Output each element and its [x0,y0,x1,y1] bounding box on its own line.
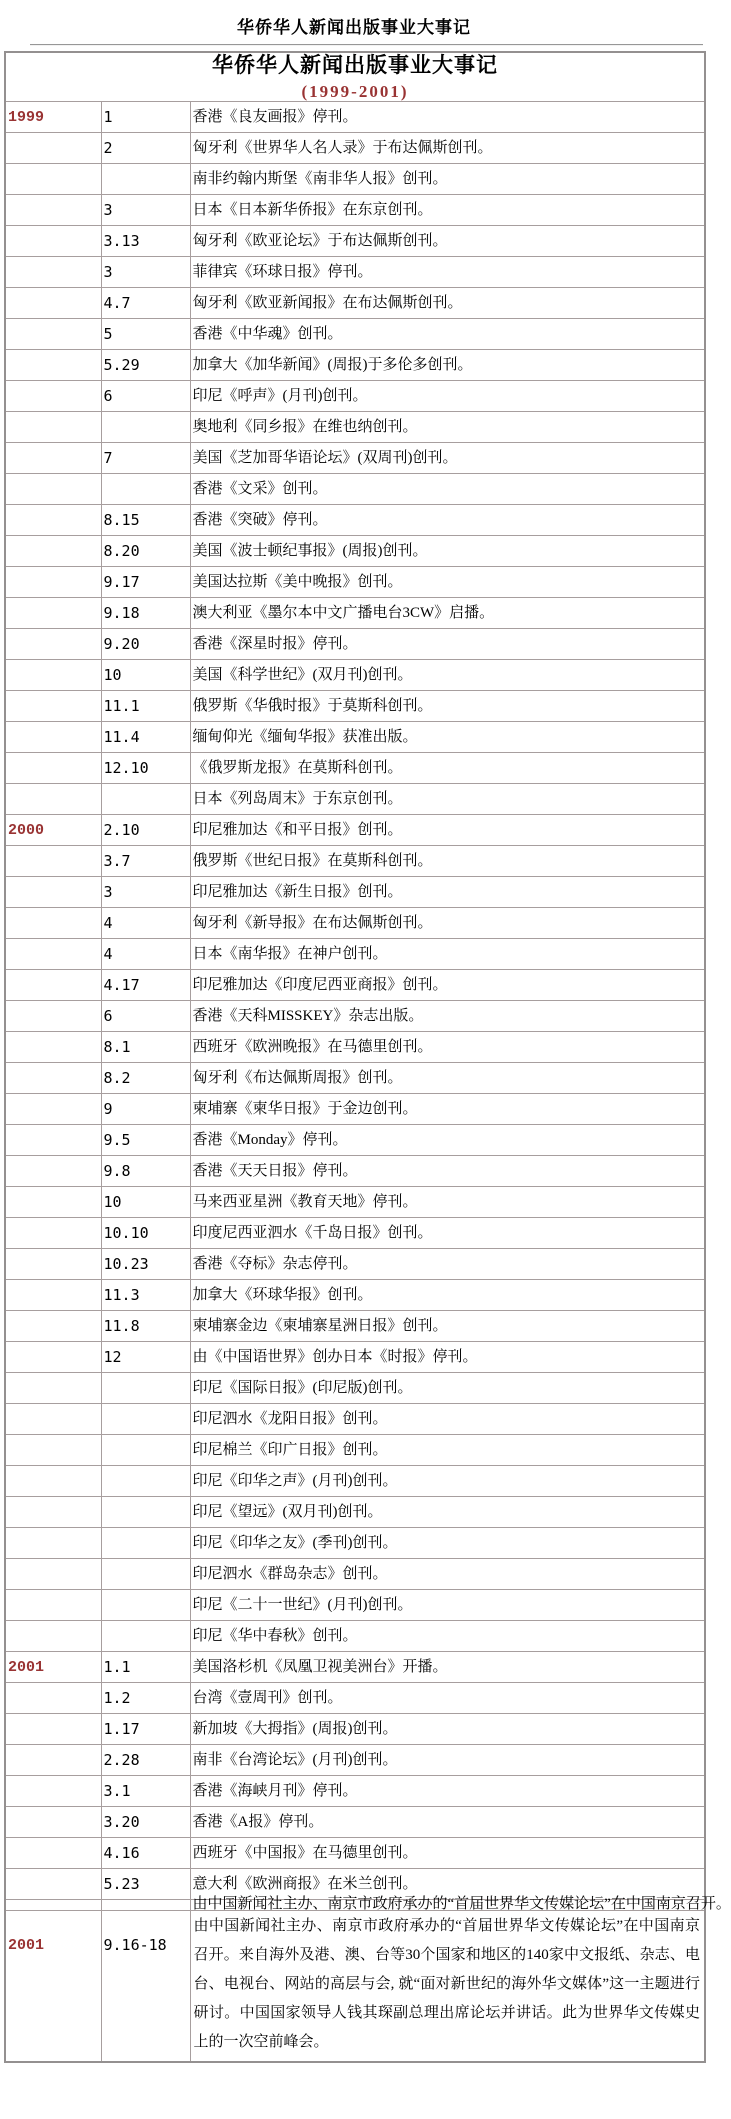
table-row [5,505,705,536]
date-cell: 3.20 [101,1807,190,1838]
event-cell: 加拿大《加华新闻》(周报)于多伦多创刊。 [190,350,705,381]
date-cell: 9.8 [101,1156,190,1187]
table-row [5,1001,705,1032]
table-row [5,1342,705,1373]
date-cell [101,784,190,815]
date-cell: 8.2 [101,1063,190,1094]
table-row [5,195,705,226]
event-cell: 美国达拉斯《美中晚报》创刊。 [190,567,705,598]
date-cell: 11.8 [101,1311,190,1342]
table-header-cell [5,52,705,102]
table-row [5,1063,705,1094]
year-cell [5,846,101,877]
year-cell [5,1559,101,1590]
year-cell [5,598,101,629]
table-row [5,1807,705,1838]
event-cell: 香港《良友画报》停刊。 [190,102,705,133]
event-cell: 印尼《望远》(双月刊)创刊。 [190,1497,705,1528]
event-cell: 南非约翰内斯堡《南非华人报》创刊。 [190,164,705,195]
year-cell [5,133,101,164]
date-cell: 12.10 [101,753,190,784]
table-subtitle: (1999-2001) [301,82,409,101]
table-title: 华侨华人新闻出版事业大事记 [212,54,498,77]
year-cell [5,1807,101,1838]
date-cell: 4 [101,939,190,970]
date-cell: 2.10 [101,815,190,846]
date-cell [101,1466,190,1497]
date-cell [101,1590,190,1621]
year-cell [5,1683,101,1714]
year-cell [5,1714,101,1745]
event-cell: 香港《Monday》停刊。 [190,1125,705,1156]
table-row [5,1125,705,1156]
event-cell: 印度尼西亚泗水《千岛日报》创刊。 [190,1218,705,1249]
year-cell [5,970,101,1001]
event-cell: 匈牙利《布达佩斯周报》创刊。 [190,1063,705,1094]
event-cell: 美国《科学世纪》(双月刊)创刊。 [190,660,705,691]
date-cell: 5.29 [101,350,190,381]
event-cell: 印尼《国际日报》(印尼版)创刊。 [190,1373,705,1404]
year-cell [5,474,101,505]
table-row [5,102,705,133]
year-cell [5,1156,101,1187]
date-cell: 10.23 [101,1249,190,1280]
event-cell: 印尼《印华之友》(季刊)创刊。 [190,1528,705,1559]
table-row [5,319,705,350]
table-row [5,939,705,970]
year-cell [5,1125,101,1156]
date-cell: 5 [101,319,190,350]
table-row [5,1218,705,1249]
table-row [5,1683,705,1714]
event-cell: 香港《文采》创刊。 [190,474,705,505]
date-cell: 9.17 [101,567,190,598]
clipped-text-container [192,1895,731,1912]
event-cell: 加拿大《环球华报》创刊。 [190,1280,705,1311]
date-cell: 1.2 [101,1683,190,1714]
year-cell [5,257,101,288]
date-cell: 3.1 [101,1776,190,1807]
date-cell: 3.13 [101,226,190,257]
year-cell [5,753,101,784]
date-cell: 8.1 [101,1032,190,1063]
event-cell: 匈牙利《欧亚论坛》于布达佩斯创刊。 [190,226,705,257]
year-cell: 2001 [5,1911,101,2063]
date-cell: 9.20 [101,629,190,660]
date-cell: 8.20 [101,536,190,567]
clipped-text: 由中国新闻社主办、南京市政府承办的“首届世界华文传媒论坛”在中国南京召开。 [192,1896,731,1912]
event-cell: 印尼《呼声》(月刊)创刊。 [190,381,705,412]
year-cell [5,1218,101,1249]
date-cell: 7 [101,443,190,474]
year-cell [5,1187,101,1218]
table-body [5,102,705,1900]
date-cell: 1.1 [101,1652,190,1683]
event-cell: 印尼雅加达《印度尼西亚商报》创刊。 [190,970,705,1001]
event-cell: 香港《海峡月刊》停刊。 [190,1776,705,1807]
year-cell [5,1838,101,1869]
event-cell: 香港《夺标》杂志停刊。 [190,1249,705,1280]
year-cell [5,660,101,691]
table-row-forum-2001 [5,1911,705,2063]
date-cell [101,1559,190,1590]
year-cell [5,1466,101,1497]
table-row [5,1559,705,1590]
year-cell [5,536,101,567]
table-row [5,970,705,1001]
year-cell: 1999 [5,102,101,133]
date-cell: 3 [101,877,190,908]
event-cell: 缅甸仰光《缅甸华报》获准出版。 [190,722,705,753]
year-cell [5,1745,101,1776]
year-cell [5,195,101,226]
table-row [5,381,705,412]
year-cell [5,1590,101,1621]
event-cell: 南非《台湾论坛》(月刊)创刊。 [190,1745,705,1776]
event-cell: 印尼泗水《龙阳日报》创刊。 [190,1404,705,1435]
table-row [5,536,705,567]
date-cell: 9.16-18 [101,1911,190,2063]
event-cell: 西班牙《中国报》在马德里创刊。 [190,1838,705,1869]
year-cell [5,784,101,815]
year-cell [5,1528,101,1559]
event-cell: 美国《波士顿纪事报》(周报)创刊。 [190,536,705,567]
date-cell: 2 [101,133,190,164]
table-row [5,1528,705,1559]
year-cell [5,1404,101,1435]
year-cell [5,1311,101,1342]
date-cell [101,474,190,505]
event-cell: 美国《芝加哥华语论坛》(双周刊)创刊。 [190,443,705,474]
date-cell [101,164,190,195]
table-row [5,164,705,195]
table-row [5,257,705,288]
event-cell: 香港《A报》停刊。 [190,1807,705,1838]
year-cell [5,1900,101,1911]
date-cell [101,1404,190,1435]
date-cell: 5.23 [101,1869,190,1900]
date-cell [101,1373,190,1404]
table-row [5,1745,705,1776]
event-cell: 菲律宾《环球日报》停刊。 [190,257,705,288]
date-cell: 10.10 [101,1218,190,1249]
table-row [5,1249,705,1280]
date-cell: 1 [101,102,190,133]
year-cell [5,1063,101,1094]
table-row [5,815,705,846]
date-cell [101,1497,190,1528]
horizontal-rule [30,44,703,46]
event-cell: 香港《天天日报》停刊。 [190,1156,705,1187]
year-cell [5,443,101,474]
year-cell [5,1373,101,1404]
date-cell: 1.17 [101,1714,190,1745]
table-row [5,1094,705,1125]
date-cell: 10 [101,1187,190,1218]
table-row [5,1032,705,1063]
year-cell [5,226,101,257]
table-row [5,226,705,257]
date-cell [101,1621,190,1652]
date-cell [101,1528,190,1559]
event-cell: 美国洛杉机《凤凰卫视美洲台》开播。 [190,1652,705,1683]
table-row [5,1590,705,1621]
event-cell: 由中国新闻社主办、南京市政府承办的“首届世界华文传媒论坛”在中国南京召开。来自海外及港、澳、台等30个国家和地区的140家中文报纸、杂志、电台、电视台、网站的高层与会, 就“面对新世纪的海外华文媒体”这一主题进行研讨。中国国家领导人钱其琛副总理出席论坛并讲话。此为世界华文传媒史上的一次空前峰会。 [190,1911,705,2063]
date-cell: 3 [101,257,190,288]
year-cell [5,908,101,939]
table-row [5,133,705,164]
year-cell [5,722,101,753]
date-cell: 11.4 [101,722,190,753]
event-cell: 新加坡《大拇指》(周报)创刊。 [190,1714,705,1745]
year-cell [5,350,101,381]
table-row [5,598,705,629]
table-row [5,412,705,443]
date-cell: 2.28 [101,1745,190,1776]
date-cell: 6 [101,381,190,412]
year-cell [5,1776,101,1807]
event-cell: 印尼雅加达《新生日报》创刊。 [190,877,705,908]
year-cell [5,1280,101,1311]
event-cell: 由《中国语世界》创办日本《时报》停刊。 [190,1342,705,1373]
table-row [5,908,705,939]
date-cell: 9.5 [101,1125,190,1156]
date-cell: 8.15 [101,505,190,536]
year-cell [5,1435,101,1466]
event-cell: 澳大利亚《墨尔本中文广播电台3CW》启播。 [190,598,705,629]
event-cell: 马来西亚星洲《教育天地》停刊。 [190,1187,705,1218]
year-cell [5,1869,101,1900]
event-cell: 香港《深星时报》停刊。 [190,629,705,660]
date-cell: 4.16 [101,1838,190,1869]
date-cell: 6 [101,1001,190,1032]
date-cell: 10 [101,660,190,691]
table-row [5,350,705,381]
page-title: 华侨华人新闻出版事业大事记 [237,18,471,37]
table-row [5,567,705,598]
event-cell: 《俄罗斯龙报》在莫斯科创刊。 [190,753,705,784]
event-cell: 西班牙《欧洲晚报》在马德里创刊。 [190,1032,705,1063]
table-footer-section [5,1896,731,2063]
event-cell: 印尼《印华之声》(月刊)创刊。 [190,1466,705,1497]
event-cell: 奥地利《同乡报》在维也纳创刊。 [190,412,705,443]
date-cell: 3.7 [101,846,190,877]
table-header-row [5,52,705,102]
event-cell: 匈牙利《世界华人名人录》于布达佩斯创刊。 [190,133,705,164]
event-cell: 香港《天科MISSKEY》杂志出版。 [190,1001,705,1032]
table-row [5,1776,705,1807]
events-table [4,51,731,2063]
event-cell: 印尼《华中春秋》创刊。 [190,1621,705,1652]
year-cell [5,164,101,195]
year-cell [5,288,101,319]
event-cell: 印尼《二十一世纪》(月刊)创刊。 [190,1590,705,1621]
year-cell [5,1094,101,1125]
table-row [5,1621,705,1652]
event-cell: 台湾《壹周刊》创刊。 [190,1683,705,1714]
year-cell [5,877,101,908]
event-cell-clipped [190,1896,731,1912]
year-cell [5,1249,101,1280]
table-row [5,1435,705,1466]
year-cell [5,412,101,443]
year-cell [5,1621,101,1652]
table-row [5,1311,705,1342]
table-row [5,1838,705,1869]
event-cell: 日本《南华报》在神户创刊。 [190,939,705,970]
date-cell: 3 [101,195,190,226]
year-cell [5,939,101,970]
year-cell [5,691,101,722]
table-row [5,784,705,815]
year-cell: 2000 [5,815,101,846]
date-cell [101,1435,190,1466]
table-row [5,722,705,753]
event-cell: 柬埔寨《柬华日报》于金边创刊。 [190,1094,705,1125]
table-row [5,443,705,474]
date-cell [101,412,190,443]
table-row [5,1714,705,1745]
table-row [5,474,705,505]
table-row [5,1497,705,1528]
event-cell: 印尼棉兰《印广日报》创刊。 [190,1435,705,1466]
year-cell [5,1001,101,1032]
event-cell: 印尼雅加达《和平日报》创刊。 [190,815,705,846]
year-cell [5,1497,101,1528]
date-cell: 4 [101,908,190,939]
event-cell: 香港《突破》停刊。 [190,505,705,536]
table-row [5,753,705,784]
table-row [5,1156,705,1187]
table-row [5,1187,705,1218]
table-row [5,1280,705,1311]
year-cell [5,629,101,660]
date-cell: 12 [101,1342,190,1373]
table-row [5,288,705,319]
year-cell [5,505,101,536]
date-cell [101,1900,190,1911]
year-cell: 2001 [5,1652,101,1683]
year-cell [5,319,101,350]
date-cell: 11.3 [101,1280,190,1311]
table-row [5,1404,705,1435]
date-cell: 9.18 [101,598,190,629]
table-row [5,846,705,877]
table-row [5,1466,705,1497]
event-cell: 日本《日本新华侨报》在东京创刊。 [190,195,705,226]
event-cell: 日本《列岛周末》于东京创刊。 [190,784,705,815]
date-cell: 4.17 [101,970,190,1001]
event-cell: 柬埔寨金边《柬埔寨星洲日报》创刊。 [190,1311,705,1342]
event-cell: 俄罗斯《华俄时报》于莫斯科创刊。 [190,691,705,722]
table-row [5,1652,705,1683]
table-row [5,660,705,691]
year-cell [5,381,101,412]
event-cell: 匈牙利《欧亚新闻报》在布达佩斯创刊。 [190,288,705,319]
date-cell: 4.7 [101,288,190,319]
table-row [5,691,705,722]
year-cell [5,567,101,598]
event-cell: 俄罗斯《世纪日报》在莫斯科创刊。 [190,846,705,877]
table-row [5,877,705,908]
table-row [5,1373,705,1404]
clipped-artifact-row [5,1900,705,1911]
date-cell: 9 [101,1094,190,1125]
event-cell: 印尼泗水《群岛杂志》创刊。 [190,1559,705,1590]
event-cell: 匈牙利《新导报》在布达佩斯创刊。 [190,908,705,939]
date-cell: 11.1 [101,691,190,722]
year-cell [5,1032,101,1063]
event-cell: 香港《中华魂》创刊。 [190,319,705,350]
year-cell [5,1342,101,1373]
table-row [5,629,705,660]
event-cell: 意大利《欧洲商报》在米兰创刊。 [190,1869,705,1900]
